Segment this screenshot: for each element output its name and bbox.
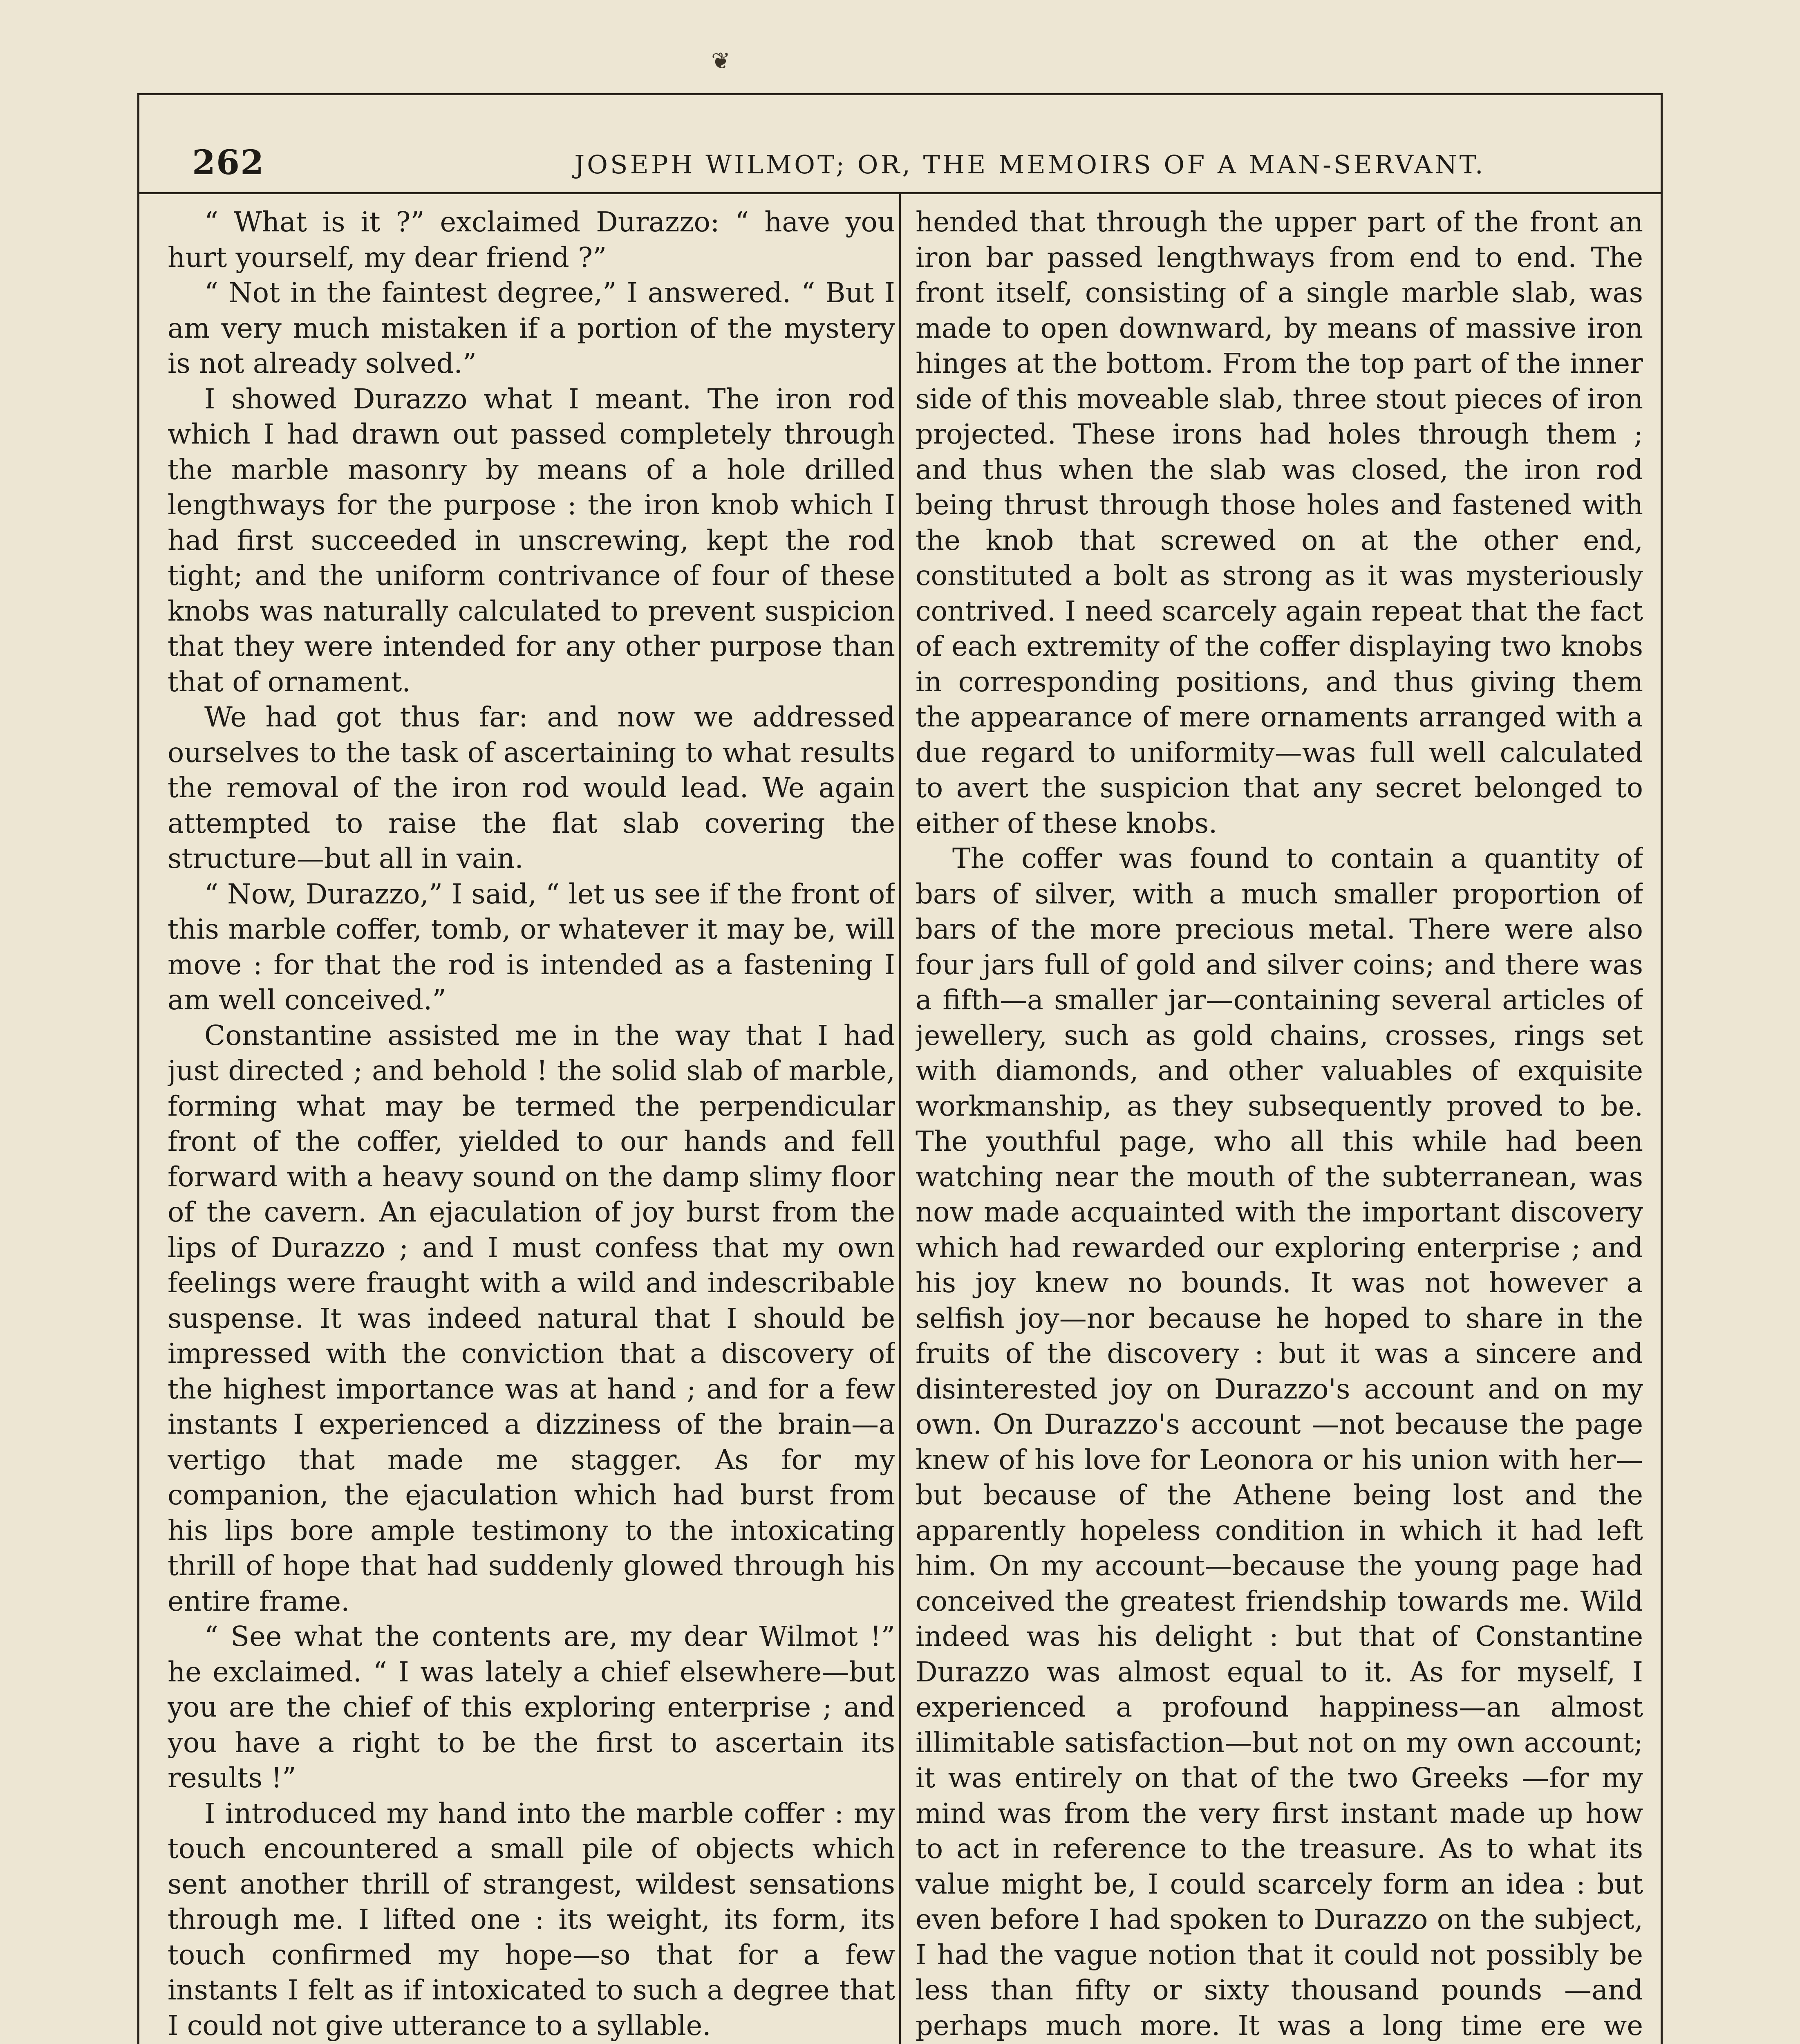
paragraph: We had got thus far: and now we addressed ourselves to the task of ascertaining to what results the removal of the iron rod would lead. We again attempted to raise the flat slab covering the structure—but all in vain. bbox=[168, 701, 895, 874]
paragraph: “ Now, Durazzo,” I said, “ let us see if the front of this marble coffer, tomb, or whatever it may be, will move : for that the rod is intended as a fastening I am well conceived.” bbox=[168, 878, 895, 1016]
running-title: JOSEPH WILMOT; OR, THE MEMOIRS OF A MAN-SERVANT. bbox=[574, 150, 1486, 179]
paragraph: “ What is it ?” exclaimed Durazzo: “ have you hurt yourself, my dear friend ?” bbox=[168, 206, 895, 273]
paragraph: I showed Durazzo what I meant. The iron rod which I had drawn out passed completely through the marble masonry by means of a hole drilled lengthways for the purpose : the iron knob which I had first succeeded in unscrewing, kept the rod tight; and the uniform contrivance of four of these knobs was naturally calculated to prevent suspicion that they were intended for any other purpose than that of ornament. bbox=[168, 383, 895, 698]
right-column bbox=[916, 204, 1643, 2044]
left-column bbox=[168, 204, 895, 2044]
paragraph: hended that through the upper part of the front an iron bar passed lengthways from end to end. The front itself, consisting of a single marble slab, was made to open downward, by means of massive iron hinges at the bottom. From the top part of the inner side of this moveable slab, three stout pieces of iron projected. These irons had holes through them ; and thus when the slab was closed, the iron rod being thrust through those holes and fastened with the knob that screwed on at the other end, constituted a bolt as strong as it was mysteriously contrived. I need scarcely again repeat that the fact of each extremity of the coffer displaying two knobs in corresponding positions, and thus giving them the appearance of mere ornaments arranged with a due regard to uniformity—was full well calculated to avert the suspicion that any secret belonged to either of these knobs. bbox=[916, 206, 1643, 839]
paragraph: The coffer was found to contain a quantity of bars of silver, with a much smaller proportion of bars of the more precious metal. There were also four jars full of gold and silver coins; and there was a fifth—a smaller jar—containing several articles of jewellery, such as gold chains, crosses, rings set with diamonds, and other valuables of exquisite workmanship, as they subsequently proved to be. The youthful page, who all this while had been watching near the mouth of the subterranean, was now made acquainted with the important discovery which had rewarded our exploring enterprise ; and his joy knew no bounds. It was not however a selfish joy—nor because he hoped to share in the fruits of the discovery : but it was a sincere and disinterested joy on Durazzo's account and on my own. On Durazzo's account —not because the page knew of his love for Leonora or his union with her—but because of the Athene being lost and the apparently hopeless condition in which it had left him. On my account—because the young page had conceived the greatest friendship towards me. Wild indeed was his delight : but that of Constantine Durazzo was almost equal to it. As for myself, I experienced a profound happiness—an almost illimitable satisfaction—but not on my own account; it was entirely on that of the two Greeks —for my mind was from the very first instant made up how to act in reference to the treasure. As to what its value might be, I could scarcely form an idea : but even before I had spoken to Durazzo on the subject, I had the vague notion that it could not possibly be less than fifty or sixty thousand pounds —and perhaps much more. It was a long time ere we bbox=[916, 843, 1643, 2042]
paragraph: Constantine assisted me in the way that I had just directed ; and behold ! the solid slab of marble, forming what may be termed the perpendicular front of the coffer, yielded to our hands and fell forward with a heavy sound on the damp slimy floor of the cavern. An ejaculation of joy burst from the lips of Durazzo ; and I must confess that my own feelings were fraught with a wild and indescribable suspense. It was indeed natural that I should be impressed with the conviction that a discovery of the highest importance was at hand ; and for a few instants I experienced a dizziness of the brain—a vertigo that made me stagger. As for my companion, the ejaculation which had burst from his lips bore ample testimony to the intoxicating thrill of hope that had suddenly glowed through his entire frame. bbox=[168, 1019, 895, 1617]
paragraph: “ Not in the faintest degree,” I answered. “ But I am very much mistaken if a portion of the mystery is not already solved.” bbox=[168, 277, 895, 379]
paragraph: “ See what the contents are, my dear Wilmot !” he exclaimed. “ I was lately a chief elsewhere—but you are the chief of this exploring enterprise ; and you have a right to be the first to ascertain its results !” bbox=[168, 1620, 895, 1794]
page-number: 262 bbox=[192, 143, 265, 182]
paragraph: I introduced my hand into the marble coffer : my touch encountered a small pile of objects which sent another thrill of strangest, wildest sensations through me. I lifted one : its weight, its form, its touch confirmed my hope—so that for a few instants I felt as if intoxicated to such a degree that I could not give utterance to a syllable. bbox=[168, 1797, 895, 2042]
column-divider bbox=[899, 194, 901, 2044]
top-ornament: ❦ bbox=[711, 48, 730, 74]
page-header bbox=[192, 135, 1631, 192]
